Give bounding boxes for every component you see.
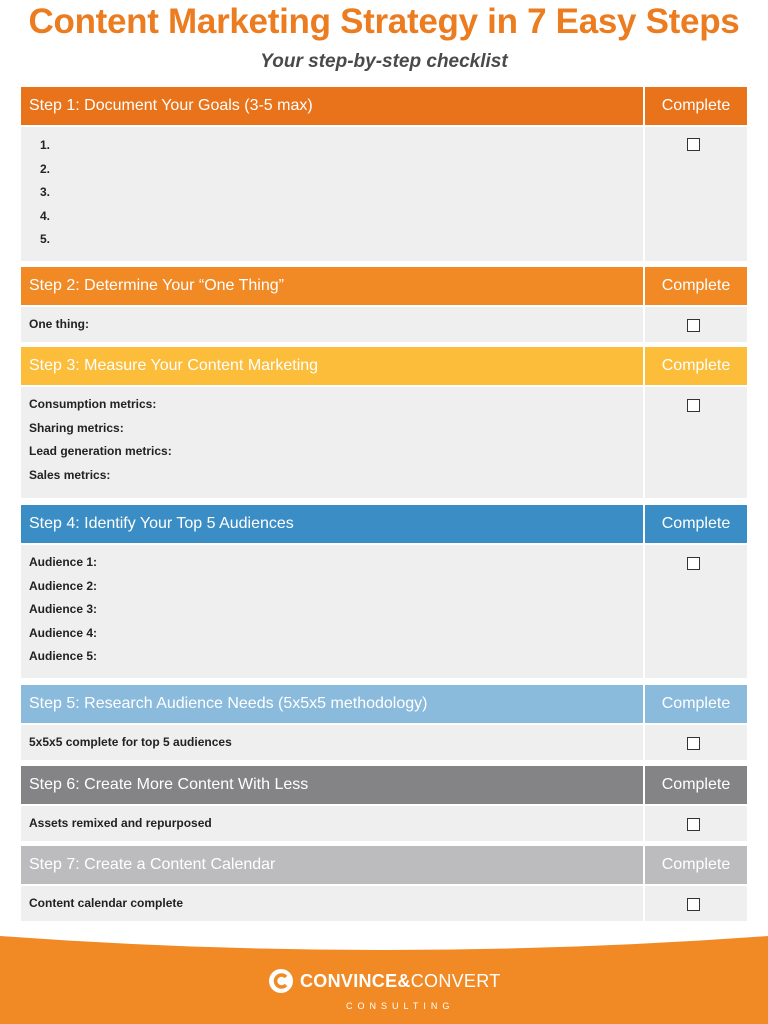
step-1-title: Step 1: Document Your Goals (3-5 max) [21, 87, 643, 125]
step-5-complete-label: Complete [645, 685, 747, 723]
goal-line-1[interactable]: 1. [40, 138, 51, 152]
audience-5-field[interactable]: Audience 5: [29, 649, 98, 663]
step-1-checkbox[interactable] [687, 138, 700, 151]
logo-subtitle: CONSULTING [346, 1001, 455, 1011]
goal-line-4[interactable]: 4. [40, 208, 51, 223]
lead-generation-metrics-field[interactable]: Lead generation metrics: [29, 444, 172, 458]
convince-convert-logo-icon [268, 968, 294, 994]
step-2-title: Step 2: Determine Your “One Thing” [21, 267, 643, 305]
audience-2-field[interactable]: Audience 2: [29, 578, 98, 593]
step-6-fields [21, 806, 643, 841]
goal-line-2[interactable]: 2. [40, 161, 51, 176]
company-logo [268, 968, 501, 994]
goal-line-3[interactable]: 3. [40, 185, 51, 199]
step-5-fields [21, 725, 643, 760]
step-4-checkbox[interactable] [687, 557, 700, 570]
step-7-section [21, 846, 747, 921]
step-5-section [21, 685, 747, 760]
step-6-section [21, 766, 747, 841]
logo-wordmark: CONVINCE&CONVERT [300, 970, 501, 991]
audience-3-field[interactable]: Audience 3: [29, 602, 98, 616]
sales-metrics-field[interactable]: Sales metrics: [29, 467, 111, 482]
step-3-title: Step 3: Measure Your Content Marketing [21, 347, 643, 385]
page-subtitle: Your step-by-step checklist [260, 51, 508, 72]
step-4-title: Step 4: Identify Your Top 5 Audiences [21, 505, 643, 543]
one-thing-field[interactable]: One thing: [29, 317, 89, 331]
step-6-complete-label: Complete [645, 766, 747, 804]
step-3-checkbox[interactable] [687, 399, 700, 412]
footer-wave [0, 934, 768, 964]
step-3-fields [21, 387, 643, 498]
step-7-fields [21, 886, 643, 921]
step-4-fields [21, 545, 643, 678]
step-4-section [21, 505, 747, 678]
step-3-complete-label: Complete [645, 347, 747, 385]
step-1-section [21, 87, 747, 261]
audience-4-field[interactable]: Audience 4: [29, 625, 98, 640]
step-7-complete-label: Complete [645, 846, 747, 884]
step-3-section [21, 347, 747, 498]
calendar-complete-item: Content calendar complete [29, 896, 184, 910]
step-2-fields [21, 307, 643, 342]
step-2-complete-label: Complete [645, 267, 747, 305]
consumption-metrics-field[interactable]: Consumption metrics: [29, 397, 157, 411]
audience-1-field[interactable]: Audience 1: [29, 555, 98, 569]
step-7-checkbox[interactable] [687, 898, 700, 911]
step-5-title: Step 5: Research Audience Needs (5x5x5 methodology) [21, 685, 643, 723]
step-2-checkbox[interactable] [687, 319, 700, 332]
goal-line-5[interactable]: 5. [40, 232, 51, 246]
step-6-title: Step 6: Create More Content With Less [21, 766, 643, 804]
assets-remixed-item: Assets remixed and repurposed [29, 816, 212, 830]
step-1-complete-label: Complete [645, 87, 747, 125]
step-1-fields [21, 127, 643, 261]
step-6-checkbox[interactable] [687, 818, 700, 831]
step-4-complete-label: Complete [645, 505, 747, 543]
step-5-checkbox[interactable] [687, 737, 700, 750]
sharing-metrics-field[interactable]: Sharing metrics: [29, 420, 124, 435]
step-7-title: Step 7: Create a Content Calendar [21, 846, 643, 884]
research-complete-item: 5x5x5 complete for top 5 audiences [29, 735, 232, 749]
step-2-section [21, 267, 747, 342]
page-title: Content Marketing Strategy in 7 Easy Steps [28, 2, 740, 41]
